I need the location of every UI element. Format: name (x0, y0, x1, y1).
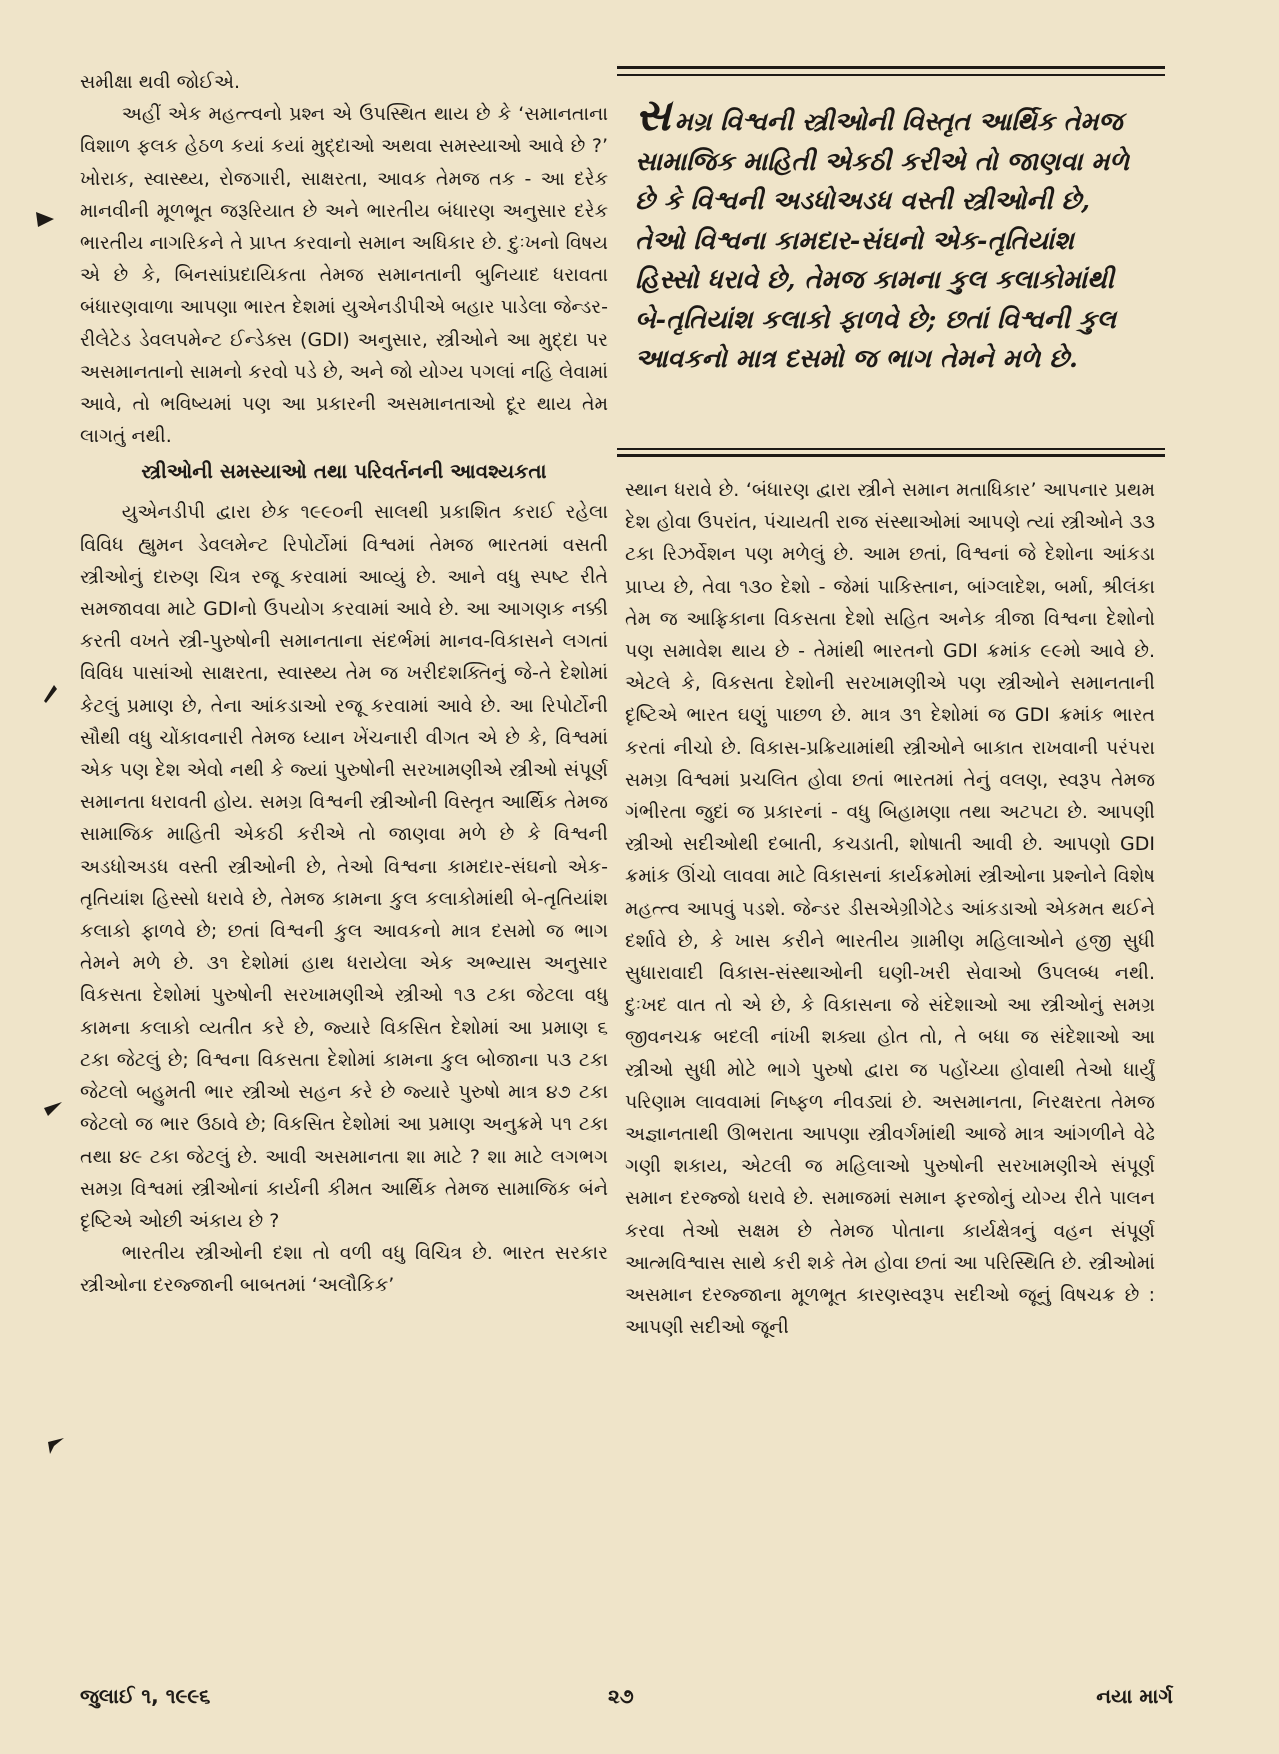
pull-quote (635, 90, 1145, 380)
right-column (625, 474, 1155, 1626)
pull-quote-top-rule (617, 66, 1165, 69)
margin-tick-mark (34, 208, 56, 230)
paragraph: યુએનડીપી દ્વારા છેક ૧૯૯૦ની સાલથી પ્રકાશિત કરાઈ રહેલા વિવિધ હ્યુમન ડેવલમેન્ટ રિપોર્ટોમાં વિશ્વમાં તેમજ ભારતમાં વસતી સ્ત્રીઓનું દારુણ ચિત્ર રજૂ કરવામાં આવ્યું છે. આને વધુ સ્પષ્ટ રીતે સમજાવવા માટે GDIનો ઉપયોગ કરવામાં આવે છે. આ આગણક નક્કી કરતી વખતે સ્ત્રી-પુરુષોની સમાનતાના સંદર્ભમાં માનવ-વિકાસને લગતાં વિવિધ પાસાંઓ સાક્ષરતા, સ્વાસ્થ્ય તેમ જ ખરીદશક્તિનું જે-તે દેશોમાં કેટલું પ્રમાણ છે, તેના આંકડાઓ રજૂ કરવામાં આવે છે. આ રિપોર્ટોની સૌથી વધુ ચોંકાવનારી તેમજ ધ્યાન ખેંચનારી વીગત એ છે કે, વિશ્વમાં એક પણ દેશ એવો નથી કે જ્યાં પુરુષોની સરખામણીએ સ્ત્રીઓ સંપૂર્ણ સમાનતા ધરાવતી હોય. સમગ્ર વિશ્વની સ્ત્રીઓની વિસ્તૃત આર્થિક તેમજ સામાજિક માહિતી એકઠી કરીએ તો જાણવા મળે છે કે વિશ્વની અડધોઅડધ વસ્તી સ્ત્રીઓની છે, તેઓ વિશ્વના કામદાર-સંઘનો એક-તૃતિયાંશ હિસ્સો ધરાવે છે, તેમજ કામના કુલ કલાકોમાંથી બે-તૃતિયાંશ કલાકો ફાળવે છે; છતાં વિશ્વની કુલ આવકનો માત્ર દસમો જ ભાગ તેમને મળે છે. ૩૧ દેશોમાં હાથ ધરાયેલા એક અભ્યાસ અનુસાર વિકસતા દેશોમાં પુરુષોની સરખામણીએ સ્ત્રીઓ ૧૩ ટકા જેટલા વધુ કામના કલાકો વ્યતીત કરે છે, જ્યારે વિકસિત દેશોમાં આ પ્રમાણ ૬ ટકા જેટલું છે; વિશ્વના વિકસતા દેશોમાં કામના કુલ બોજાના ૫૩ ટકા જેટલો બહુમતી ભાર સ્ત્રીઓ સહન કરે છે જ્યારે પુરુષો માત્ર ૪૭ ટકા જેટલો જ ભાર ઉઠાવે છે; વિકસિત દેશોમાં આ પ્રમાણ અનુક્રમે ૫૧ ટકા તથા ૪૯ ટકા જેટલું છે. આવી અસમાનતા શા માટે ? શા માટે લગભગ સમગ્ર વિશ્વમાં સ્ત્રીઓનાં કાર્યની કીમત આર્થિક તેમજ સામાજિક બંને દૃષ્ટિએ ઓછી અંકાય છે ? (80, 501, 608, 1232)
magazine-name: નયા માર્ગ (1096, 1684, 1173, 1708)
margin-tick-mark (42, 1098, 64, 1120)
lead-line: સમીક્ષા થવી જોઈએ. (80, 71, 241, 93)
paragraph: સ્થાન ધરાવે છે. ‘બંધારણ દ્વારા સ્ત્રીને સમાન મતાધિકાર’ આપનાર પ્રથમ દેશ હોવા ઉપરાંત, પંચાયતી રાજ સંસ્થાઓમાં આપણે ત્યાં સ્ત્રીઓને ૩૩ ટકા રિઝર્વેશન પણ મળેલું છે. આમ છતાં, વિશ્વનાં જે દેશોના આંકડા પ્રાપ્ય છે, તેવા ૧૩૦ દેશો - જેમાં પાકિસ્તાન, બાંગ્લાદેશ, બર્મા, શ્રીલંકા તેમ જ આફ્રિકાના વિકસતા દેશો સહિત અનેક ત્રીજા વિશ્વના દેશોનો પણ સમાવેશ થાય છે - તેમાંથી ભારતનો GDI ક્રમાંક ૯૯મો આવે છે. એટલે કે, વિકસતા દેશોની સરખામણીએ પણ સ્ત્રીઓને સમાનતાની દૃષ્ટિએ ભારત ઘણું પાછળ છે. માત્ર ૩૧ દેશોમાં જ GDI ક્રમાંક ભારત કરતાં નીચો છે. વિકાસ-પ્રક્રિયામાંથી સ્ત્રીઓને બાકાત રાખવાની પરંપરા સમગ્ર વિશ્વમાં પ્રચલિત હોવા છતાં ભારતમાં તેનું વલણ, સ્વરૂપ તેમજ ગંભીરતા જુદાં જ પ્રકારનાં - વધુ બિહામણા તથા અટપટા છે. આપણી સ્ત્રીઓ સદીઓથી દબાતી, કચડાતી, શોષાતી આવી છે. આપણો GDI ક્રમાંક ઊંચો લાવવા માટે વિકાસનાં કાર્યક્રમોમાં સ્ત્રીઓના પ્રશ્નોને વિશેષ મહત્ત્વ આપવું પડશે. જેન્ડર ડીસએગ્રીગેટેડ આંકડાઓ એકમત થઈને દર્શાવે છે, કે ખાસ કરીને ભારતીય ગ્રામીણ મહિલાઓને હજી સુધી સુધારાવાદી વિકાસ-સંસ્થાઓની ઘણી-ખરી સેવાઓ ઉપલબ્ધ નથી. દુઃખદ વાત તો એ છે, કે વિકાસના જે સંદેશાઓ આ સ્ત્રીઓનું સમગ્ર જીવનચક્ર બદલી નાંખી શક્યા હોત તો, તે બધા જ સંદેશાઓ આ સ્ત્રીઓ સુધી મોટે ભાગે પુરુષો દ્વારા જ પહોંચ્યા હોવાથી તેઓ ધાર્યું પરિણામ લાવવામાં નિષ્ફળ નીવડ્યાં છે. અસમાનતા, નિરક્ષરતા તેમજ અજ્ઞાનતાથી ઊભરાતા આપણા સ્ત્રીવર્ગમાંથી આજે માત્ર આંગળીને વેઢે ગણી શકાય, એટલી જ મહિલાઓ પુરુષોની સરખામણીએ સંપૂર્ણ સમાન દરજ્જો ધરાવે છે. સમાજમાં સમાન ફરજોનું યોગ્ય રીતે પાલન કરવા તેઓ સક્ષમ છે તેમજ પોતાના કાર્યક્ષેત્રનું વહન સંપૂર્ણ આત્મવિશ્વાસ સાથે કરી શકે તેમ હોવા છતાં આ પરિસ્થિતિ છે. સ્ત્રીઓમાં અસમાન દરજ્જાના મૂળભૂત કારણસ્વરૂપ સદીઓ જૂનું વિષચક્ર છે : આપણી સદીઓ જૂની (625, 479, 1155, 1339)
pull-quote-text: મગ્ર વિશ્વની સ્ત્રીઓની વિસ્તૃત આર્થિક તેમજ સામાજિક માહિતી એકઠી કરીએ તો જાણવા મળે છે કે વિશ્વની અડધોઅડધ વસ્તી સ્ત્રીઓની છે, તેઓ વિશ્વના કામદાર-સંઘનો એક-તૃતિયાંશ હિસ્સો ધરાવે છે, તેમજ કામના કુલ કલાકોમાંથી બે-તૃતિયાંશ કલાકો ફાળવે છે; છતાં વિશ્વની કુલ આવકનો માત્ર દસમો જ ભાગ તેમને મળે છે. (635, 107, 1130, 374)
left-column (80, 66, 608, 1626)
margin-tick-mark (44, 1434, 66, 1456)
section-heading: સ્ત્રીઓની સમસ્યાઓ તથા પરિવર્તનની આવશ્યકતા (141, 459, 547, 484)
pull-quote-bottom-rule (617, 448, 1165, 450)
paragraph: અહીં એક મહત્ત્વનો પ્રશ્ન એ ઉપસ્થિત થાય છે કે ‘સમાનતાના વિશાળ ફલક હેઠળ કયાં કયાં મુદ્દાઓ અથવા સમસ્યાઓ આવે છે ?’ ખોરાક, સ્વાસ્થ્ય, રોજગારી, સાક્ષરતા, આવક તેમજ તક - આ દરેક માનવીની મૂળભૂત જરૂરિયાત છે અને ભારતીય બંધારણ અનુસાર દરેક ભારતીય નાગરિકને તે પ્રાપ્ત કરવાનો સમાન અધિકાર છે. દુઃખનો વિષય એ છે કે, બિનસાંપ્રદાયિકતા તેમજ સમાનતાની બુનિયાદ ધરાવતા બંધારણવાળા આપણા ભારત દેશમાં યુએનડીપીએ બહાર પાડેલા જેન્ડર-રીલેટેડ ડેવલપમેન્ટ ઈન્ડેક્સ (GDI) અનુસાર, સ્ત્રીઓને આ મુદ્દા પર અસમાનતાનો સામનો કરવો પડે છે, અને જો યોગ્ય પગલાં નહિ લેવામાં આવે, તો ભવિષ્યમાં પણ આ પ્રકારની અસમાનતાઓ દૂર થાય તેમ લાગતું નથી. (80, 103, 608, 448)
margin-tick-mark (40, 683, 62, 705)
pull-quote-bottom-rule (617, 454, 1165, 457)
pull-quote-top-rule (617, 74, 1165, 76)
page-number: ૨૭ (608, 1684, 634, 1708)
pull-quote-dropcap: સ (635, 90, 671, 141)
footer-date: જુલાઈ ૧, ૧૯૯૬ (80, 1684, 211, 1708)
paragraph: ભારતીય સ્ત્રીઓની દશા તો વળી વધુ વિચિત્ર છે. ભારત સરકાર સ્ત્રીઓના દરજ્જાની બાબતમાં ‘અલૌકિક’ (80, 1242, 608, 1297)
